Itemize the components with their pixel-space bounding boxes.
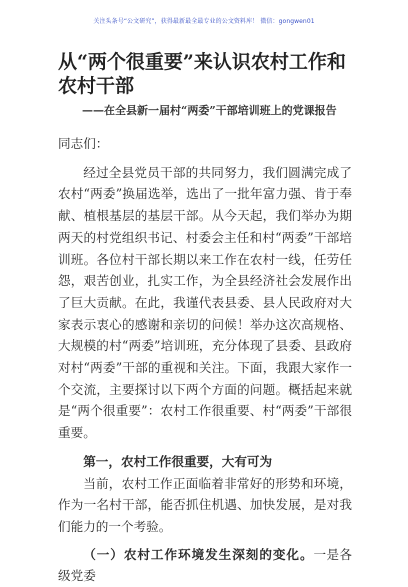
header-note: 关注头条号“公文研究”，获得最新最全最专业的公文资料库！ 微信：gongwen01: [93, 18, 315, 25]
section-paragraph: 当前，农村工作正面临着非常好的形势和环境，作为一名村干部，能否抓住机遇、加快发展，是对我们能力的一个考验。: [58, 475, 352, 534]
sub-heading-rest: 一是各级党委: [58, 546, 353, 584]
body-paragraph: 经过全县党员干部的共同努力，我们圆满完成了农村“两委”换届选举，选出了一批年富力强、肯于奉献、植根基层的基层干部。从今天起，我们举办为期两天的村党组织书记、村委会主任和村“两委”干部培训班。各位村干部长期以来工作在农村一线，任劳任怨，艰苦创业，扎实工作，为全县经济社会发展作出了巨大贡献。在此，我谨代表县委、县人民政府对大家表示衷心的感谢和亲切的问候！举办这次高规格、大规模的村“两委”培训班，充分体现了县委、县政府对村“两委”干部的重视和关注。下面，我跟大家作一个交流，主要探讨以下两个方面的问题。概括起来就是“两个很重要”：农村工作很重要、村“两委”干部很重要。: [58, 164, 352, 441]
sub-heading-bold: （一）农村工作环境发生深刻的变化。: [83, 546, 314, 562]
section-heading: 第一，农村工作很重要，大有可为: [83, 453, 273, 469]
document-title: 从“两个很重要”来认识农村工作和农村干部: [58, 51, 346, 97]
document-body: [58, 133, 352, 587]
sub-heading: [58, 544, 352, 587]
salutation: 同志们：: [58, 136, 109, 151]
document-subtitle: ——在全县新一届村“两委”干部培训班上的党课报告: [82, 104, 337, 117]
